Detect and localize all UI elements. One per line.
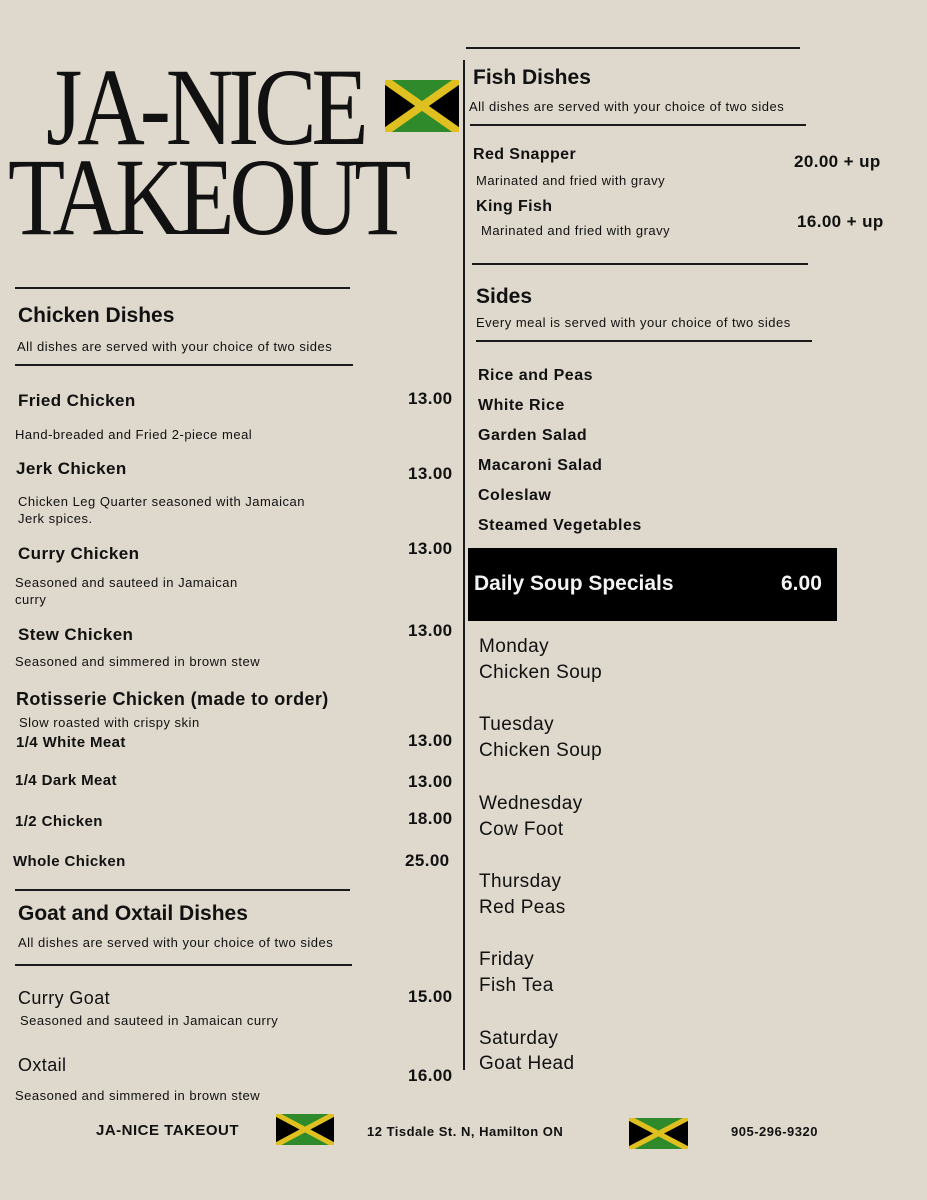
day-name: Thursday (479, 871, 562, 892)
footer-phone: 905-296-9320 (731, 1124, 818, 1139)
item-price: 13.00 (408, 464, 453, 483)
day-name: Tuesday (479, 714, 554, 735)
item-price: 13.00 (408, 389, 453, 408)
item-desc: Seasoned and sauteed in Jamaican curry (20, 1013, 279, 1028)
option-name: 1/2 Chicken (15, 813, 103, 830)
fish-section-subtitle: All dishes are served with your choice of two sides (469, 99, 785, 114)
option-price: 13.00 (408, 772, 453, 791)
divider (476, 340, 812, 342)
item-name: Curry Goat (18, 988, 111, 1008)
item-desc: Seasoned and simmered in brown stew (15, 654, 261, 669)
option-name: 1/4 Dark Meat (15, 772, 117, 789)
day-name: Monday (479, 636, 549, 657)
item-name: Stew Chicken (18, 625, 134, 644)
chicken-section-subtitle: All dishes are served with your choice of two sides (17, 339, 333, 354)
item-desc: Jerk spices. (18, 511, 93, 526)
soup-specials-banner (468, 548, 837, 621)
soup-name: Chicken Soup (479, 740, 603, 761)
divider (15, 364, 353, 366)
chicken-section-title: Chicken Dishes (18, 304, 175, 327)
item-desc: Marinated and fried with gravy (481, 223, 671, 238)
sides-section-subtitle: Every meal is served with your choice of two sides (476, 315, 791, 330)
item-name: King Fish (476, 198, 553, 215)
side-item: Rice and Peas (478, 367, 593, 384)
item-name: Curry Chicken (18, 544, 140, 563)
brand-title-line1: JA-NICE (46, 46, 364, 168)
goat-section-subtitle: All dishes are served with your choice of two sides (18, 935, 334, 950)
day-name: Friday (479, 949, 535, 970)
item-name: Oxtail (18, 1055, 67, 1075)
soup-name: Chicken Soup (479, 662, 603, 683)
divider (470, 124, 806, 126)
footer-address: 12 Tisdale St. N, Hamilton ON (367, 1124, 564, 1139)
goat-section-title: Goat and Oxtail Dishes (18, 902, 248, 925)
divider (15, 964, 352, 966)
brand-title-line2: TAKEOUT (8, 136, 407, 258)
item-price: 20.00 + up (794, 152, 881, 171)
option-price: 18.00 (408, 809, 453, 828)
item-desc: Seasoned and simmered in brown stew (15, 1088, 261, 1103)
item-name: Red Snapper (473, 146, 577, 163)
soup-name: Goat Head (479, 1053, 575, 1074)
sides-section-title: Sides (476, 285, 533, 308)
divider (15, 287, 350, 289)
side-item: Macaroni Salad (478, 457, 603, 474)
side-item: Garden Salad (478, 427, 588, 444)
option-name: Whole Chicken (13, 853, 126, 870)
fish-section-title: Fish Dishes (473, 66, 591, 89)
soup-title: Daily Soup Specials (474, 572, 674, 595)
item-price: 13.00 (408, 621, 453, 640)
item-name: Fried Chicken (18, 391, 136, 410)
item-price: 16.00 + up (797, 212, 884, 231)
item-desc: Seasoned and sauteed in Jamaican (15, 575, 238, 590)
footer-name: JA-NICE TAKEOUT (96, 1122, 240, 1139)
item-desc: curry (15, 592, 47, 607)
item-desc: Slow roasted with crispy skin (19, 715, 200, 730)
option-price: 13.00 (408, 731, 453, 750)
divider (15, 889, 350, 891)
option-price: 25.00 (405, 851, 450, 870)
soup-name: Fish Tea (479, 975, 554, 996)
column-divider (463, 60, 465, 1070)
soup-name: Red Peas (479, 897, 566, 918)
item-price: 16.00 (408, 1066, 453, 1085)
item-desc: Chicken Leg Quarter seasoned with Jamaican (18, 494, 305, 509)
item-desc: Hand-breaded and Fried 2-piece meal (15, 427, 253, 442)
item-price: 13.00 (408, 539, 453, 558)
side-item: White Rice (478, 397, 565, 414)
day-name: Saturday (479, 1028, 559, 1049)
item-name: Rotisserie Chicken (made to order) (16, 689, 329, 709)
soup-name: Cow Foot (479, 819, 564, 840)
side-item: Coleslaw (478, 487, 552, 504)
divider (466, 47, 800, 49)
item-name: Jerk Chicken (16, 459, 127, 478)
side-item: Steamed Vegetables (478, 517, 642, 534)
item-desc: Marinated and fried with gravy (476, 173, 666, 188)
jamaica-flag-icon (276, 1114, 334, 1145)
jamaica-flag-icon (629, 1118, 688, 1149)
jamaica-flag-icon (385, 80, 459, 132)
day-name: Wednesday (479, 793, 583, 814)
option-name: 1/4 White Meat (16, 734, 126, 751)
item-price: 15.00 (408, 987, 453, 1006)
soup-price: 6.00 (781, 572, 822, 595)
divider (472, 263, 808, 265)
